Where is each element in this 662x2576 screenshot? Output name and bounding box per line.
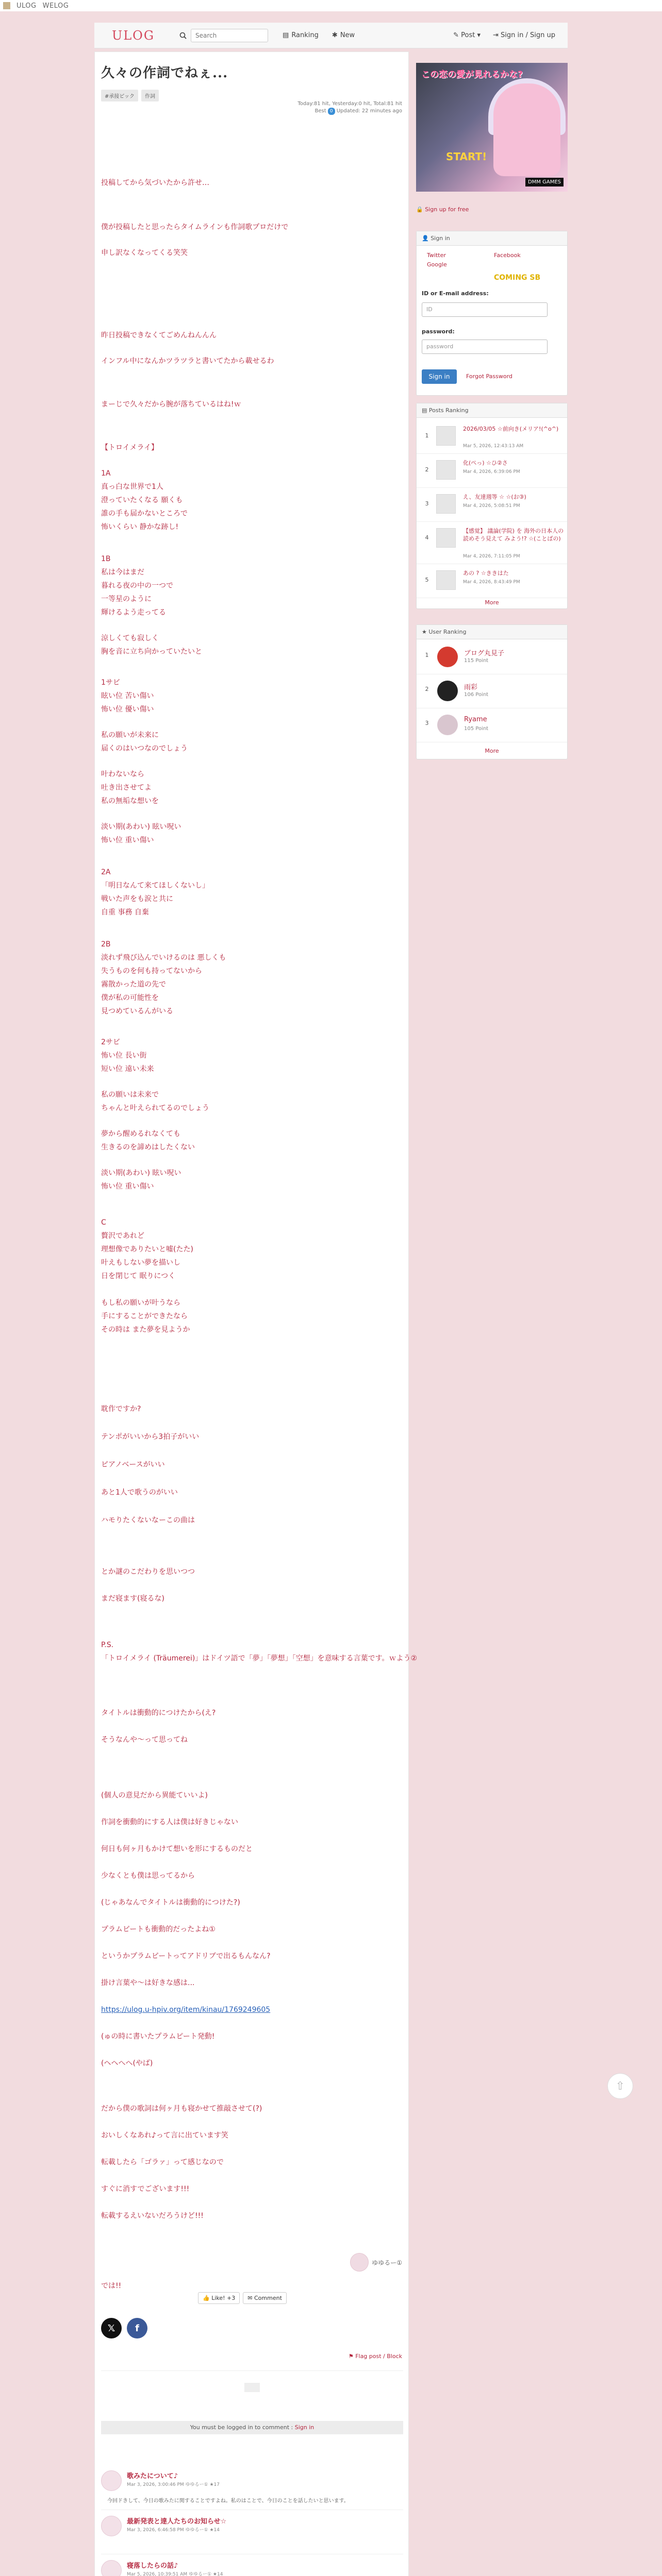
facebook-login-link[interactable]: Facebook	[494, 252, 521, 259]
article-paragraph: 2サビ	[101, 1038, 120, 1046]
list-icon: ▤	[422, 407, 429, 414]
article-paragraph: 贅沢であれど	[101, 1232, 144, 1240]
posts-more-link[interactable]: More	[485, 599, 499, 606]
nav-ranking[interactable]	[283, 31, 319, 39]
article-paragraph: もし私の願いが叶うなら	[101, 1299, 180, 1307]
user-ranking-title	[417, 625, 567, 639]
comment-item[interactable]	[101, 2470, 403, 2506]
article-paragraph: 夢から醒めるれなくても	[101, 1130, 180, 1138]
search-input[interactable]	[191, 29, 268, 42]
best-label: Best	[315, 108, 326, 114]
rank-meta: Mar 4, 2026, 6:39:06 PM	[463, 469, 520, 474]
hit-counts: Today:81 hit, Yesterday:0 hit, Total:81 hit	[297, 101, 402, 107]
article-paragraph: 怖い位 重い傷い	[101, 1182, 154, 1191]
comment-title[interactable]: 歌みたについて♪	[127, 2472, 178, 2480]
nav-ranking-label: Ranking	[291, 31, 319, 39]
article-paragraph: ちゃんと叶えられてるのでしょう	[101, 1104, 209, 1112]
comment-meta: Mar 3, 2026, 3:00:46 PM ゆゆるー① ★17	[127, 2482, 220, 2487]
ad-logo: DMM GAMES	[525, 178, 564, 187]
user-name[interactable]: ブログ丸見子	[464, 650, 505, 657]
chevron-down-icon: ▾	[475, 31, 481, 39]
rank-number: 3	[425, 720, 429, 726]
site-logo-icon	[3, 2, 10, 9]
article-paragraph: 1A	[101, 469, 111, 478]
article-paragraph: 少なくとも僕は思ってるから	[101, 1872, 195, 1880]
comment-avatar	[101, 2470, 122, 2491]
article-paragraph: 吐き出させてよ	[101, 784, 152, 792]
comment-item[interactable]	[101, 2560, 403, 2576]
article-paragraph: 見つめているんがいる	[101, 1007, 173, 1015]
article-paragraph: 掛け言葉や～は好きな感は...	[101, 1979, 195, 1987]
user-points: 105 Point	[464, 726, 489, 732]
comment-label: Comment	[254, 2295, 282, 2301]
signup-label: Sign up for free	[425, 206, 469, 213]
signin-submit-button[interactable]: Sign in	[422, 369, 457, 384]
article-paragraph: だから僕の歌詞は何ヶ月も寝かせて推敲させて(?)	[101, 2105, 262, 2113]
rank-title[interactable]: 【感覚】 議論(学院) を 海外の日本人の読めそう見えて みよう!? ☆(ことばの)	[463, 528, 564, 542]
article-paragraph: その時は また夢を見ようか	[101, 1326, 190, 1334]
rank-thumbnail	[436, 426, 456, 446]
users-more-link[interactable]: More	[485, 748, 499, 754]
article-paragraph: C	[101, 1218, 106, 1227]
article-paragraph: 申し訳なくなってくる笑笑	[101, 249, 188, 257]
scroll-to-top-button[interactable]	[607, 2073, 633, 2099]
article-paragraph: あと1人で歌うのがいい	[101, 1488, 178, 1497]
article-paragraph: では!!	[101, 2282, 122, 2290]
article-paragraph: 何日も何ヶ月もかけて想いを形にするものだと	[101, 1845, 253, 1853]
flag-icon: ⚑	[348, 2353, 356, 2360]
ad-title: この恋の愛が見れるかな?	[421, 70, 523, 80]
article-paragraph: 耽作ですか?	[101, 1405, 141, 1413]
signin-button[interactable]	[493, 31, 555, 39]
rank-meta: Mar 5, 2026, 12:43:13 AM	[463, 444, 524, 449]
user-name[interactable]: Ryame	[464, 716, 487, 723]
nav-new-label: New	[340, 31, 355, 39]
article-link[interactable]: https://ulog.u-hpiv.org/item/kinau/1769249605	[101, 2006, 271, 2014]
rank-meta: Mar 4, 2026, 5:08:51 PM	[463, 503, 520, 509]
article-paragraph: 淡れず飛び込んでいけるのは 悪しくも	[101, 954, 226, 962]
flag-label: Flag post / Block	[355, 2353, 402, 2360]
article-paragraph: 2A	[101, 868, 111, 876]
posts-ranking-panel	[416, 403, 568, 609]
login-prompt-text: You must be logged in to comment :	[190, 2424, 293, 2431]
article-paragraph: ハモりたくないなーこの曲は	[101, 1516, 195, 1524]
article-paragraph: 日を閉じて 眠りにつく	[101, 1272, 176, 1280]
best-badge: 0	[328, 108, 335, 115]
rank-thumbnail	[436, 570, 456, 590]
comment-body: 今回ドきして、今日の歌みたに関することですよね。私のはことで、今日のことを話したいと思います。	[107, 2498, 349, 2504]
signin-icon: ⇥	[493, 31, 501, 39]
author-avatar	[350, 2253, 369, 2272]
flag-post-link[interactable]	[349, 2353, 402, 2360]
article-paragraph: 「トロイメライ (Träumerei)」はドイツ語で「夢」「夢想」「空想」を意味する言葉です。ｗよう②	[101, 1654, 418, 1663]
rank-number: 4	[425, 534, 429, 541]
rank-title[interactable]: あの ? ☆ききはた	[463, 570, 509, 577]
article-paragraph: すぐに消すでございます!!!	[101, 2185, 190, 2193]
article-paragraph: 真っ白な世界で1人	[101, 483, 163, 491]
article-paragraph: ピアノベースがいい	[101, 1461, 165, 1469]
article-paragraph: 失うものを何も持ってないから	[101, 967, 202, 975]
comment-icon: ✉	[247, 2295, 254, 2301]
article-paragraph: 投稿してから気づいたから許せ…	[101, 179, 209, 187]
article-paragraph: 怖い位 長い街	[101, 1052, 147, 1060]
article-paragraph: 戦いた声をも涙と共に	[101, 895, 173, 903]
twitter-login-link[interactable]: Twitter	[427, 252, 446, 259]
site-bar	[0, 0, 662, 11]
article-paragraph: 淡い期(あわい) 眩い呪い	[101, 1169, 181, 1177]
article-paragraph: 「明日なんて来てほしくないし」	[101, 882, 209, 890]
article-paragraph: 1B	[101, 555, 111, 563]
ranking-user-item[interactable]	[417, 640, 567, 674]
article-paragraph: 僕が私の可能性を	[101, 994, 159, 1002]
google-login-link[interactable]: Google	[427, 261, 447, 268]
signin-panel-title	[417, 231, 567, 246]
article-paragraph: 霧散かった道の先で	[101, 980, 166, 989]
article-paragraph: プラムピートも衝動的だったよね①	[101, 1925, 216, 1934]
article-paragraph: 僕が投稿したと思ったらタイムラインも作詞歌プロだけで	[101, 223, 289, 231]
star-icon: ★	[422, 629, 429, 635]
comment-title[interactable]: 寝落したらの話♪	[127, 2562, 178, 2570]
main-content	[94, 52, 418, 2576]
article-paragraph: 眩い位 苦い傷い	[101, 692, 154, 700]
comment-login-prompt	[101, 2421, 403, 2434]
article-paragraph: 私の願いは未来で	[101, 1091, 159, 1099]
article-paragraph: P.S.	[101, 1641, 114, 1649]
ranking-icon: ▤	[283, 31, 289, 39]
ad-character	[493, 83, 560, 176]
login-prompt-link[interactable]: Sign in	[294, 2424, 315, 2431]
article-paragraph: 怖い位 優い傷い	[101, 705, 154, 714]
rank-number: 5	[425, 577, 429, 583]
pencil-icon: ✎	[453, 31, 461, 39]
article-paragraph: (じゃあなんでタイトルは衝動的につけた?)	[101, 1899, 240, 1907]
comment-avatar	[101, 2516, 122, 2536]
rank-thumbnail	[436, 528, 456, 548]
article-paragraph: 怖いくらい 静かな跡し!	[101, 523, 179, 531]
like-label: Like! +3	[211, 2295, 236, 2301]
article-paragraph: 胸を音に立ち向かっていたいと	[101, 648, 202, 656]
page-title: 久々の作詞でねぇ...	[101, 65, 228, 81]
article-paragraph: 転載するえいないだろうけど!!!	[101, 2212, 204, 2220]
comment-avatar	[101, 2560, 122, 2576]
author-chip[interactable]	[350, 2253, 402, 2272]
like-button[interactable]	[198, 2292, 240, 2304]
tag-item[interactable]: #承接ピック	[101, 90, 138, 101]
user-points: 106 Point	[464, 692, 489, 698]
site-bar-label-2[interactable]: WELOG	[42, 2, 69, 10]
header	[94, 23, 568, 48]
password-field[interactable]: password	[422, 340, 548, 354]
rank-number: 2	[425, 686, 429, 692]
rank-thumbnail	[436, 494, 456, 514]
article-paragraph: 自重 事務 自棄	[101, 908, 149, 917]
id-field[interactable]: ID	[422, 302, 548, 317]
ad-banner[interactable]	[416, 63, 568, 192]
rank-title[interactable]: 2026/03/05 ☆前向き(メリア!(^o^)	[463, 426, 559, 432]
article-paragraph: とか謎のこだわりを思いつつ	[101, 1568, 195, 1576]
ranking-post-item[interactable]	[417, 565, 567, 598]
article-paragraph: 短い位 遠い未来	[101, 1065, 154, 1073]
comment-button[interactable]	[243, 2292, 287, 2304]
article-paragraph: 理想像でありたいと嘘(たた)	[101, 1245, 193, 1253]
article-paragraph: インフル中になんかツラツラと書いてたから載せるわ	[101, 357, 274, 365]
user-avatar	[437, 647, 458, 667]
ranking-post-item[interactable]	[417, 523, 567, 564]
forgot-password-link[interactable]: Forgot Password	[466, 373, 512, 380]
article-paragraph: 涼しくても寂しく	[101, 634, 159, 642]
article-paragraph: テンポがいいから3拍子がいい	[101, 1433, 200, 1441]
tag-item[interactable]: 作詞	[141, 90, 159, 101]
article-paragraph: 作詞を衝動的にする人は僕は好きじゃない	[101, 1818, 238, 1826]
search-bar	[179, 29, 268, 42]
posts-ranking-title-text: Posts Ranking	[428, 407, 469, 414]
signin-label: Sign in / Sign up	[501, 31, 555, 39]
article-paragraph: タイトルは衝動的につけたから(え?	[101, 1709, 216, 1717]
article-paragraph: そうなんや～って思ってね	[101, 1736, 188, 1744]
article-paragraph: 【トロイメライ】	[101, 444, 159, 452]
rank-meta: Mar 4, 2026, 7:11:05 PM	[463, 554, 520, 559]
article-paragraph: 私の無垢な想いを	[101, 797, 159, 805]
user-ranking-title-text: User Ranking	[428, 629, 467, 635]
comment-title[interactable]: 最新発表と達人たちのお知らせ☆	[127, 2518, 227, 2526]
article-paragraph: 手にすることができたなら	[101, 1312, 188, 1320]
update-info	[297, 108, 402, 115]
article-paragraph: 怖い位 重い傷い	[101, 836, 154, 844]
user-icon: 👤	[422, 235, 431, 242]
article-paragraph: 私の願いが未来に	[101, 731, 159, 739]
signin-panel	[416, 231, 568, 396]
password-label: password:	[422, 328, 455, 335]
user-ranking-panel	[416, 624, 568, 759]
post-menu-label: Post	[461, 31, 475, 39]
article-paragraph: 澄っていたくなる 願くも	[101, 496, 183, 504]
comment-meta: Mar 3, 2026, 6:46:58 PM ゆゆるー① ★14	[127, 2528, 220, 2533]
article-paragraph: 私は今はまだ	[101, 568, 144, 577]
rank-number: 3	[425, 500, 429, 507]
article-paragraph: おいしくなあれ♪って言に出ています笑	[101, 2131, 228, 2140]
article-paragraph: 一等星のように	[101, 595, 152, 603]
divider	[101, 2370, 403, 2371]
new-icon: ✱	[332, 31, 338, 39]
rank-number: 1	[425, 652, 429, 658]
user-avatar	[437, 681, 458, 701]
article-paragraph: (個人の意見だから異能ていいよ)	[101, 1791, 208, 1800]
rank-title[interactable]: 化(ぺっ) ☆ひ②さ	[463, 460, 508, 466]
user-points: 115 Point	[464, 658, 489, 664]
nav-new[interactable]	[332, 31, 355, 39]
article-paragraph: 叶えもしない夢を描いし	[101, 1259, 180, 1267]
rank-thumbnail	[436, 460, 456, 480]
rank-number: 2	[425, 466, 429, 473]
article-paragraph: 生きるのを諦めはしたくない	[101, 1143, 195, 1151]
article-paragraph: 2B	[101, 940, 111, 948]
ranking-post-item[interactable]	[417, 421, 567, 454]
mini-ad[interactable]: COMING SB	[494, 274, 541, 282]
ranking-post-item[interactable]	[417, 489, 567, 522]
reaction-row	[198, 2292, 287, 2304]
rank-number: 1	[425, 432, 429, 439]
signup-icon: 🔒	[416, 206, 425, 213]
x-share-icon[interactable]: 𝕏	[101, 2318, 122, 2338]
article-paragraph: まーじで久々だから腕が落ちているはね!ｗ	[101, 400, 241, 409]
article-paragraph: 届くのはいつなのでしょう	[101, 744, 188, 753]
article-paragraph: というかプラムピートってアドリブで出るもんなん?	[101, 1952, 271, 1960]
signup-link[interactable]	[416, 206, 469, 213]
id-label: ID or E-mail address:	[422, 290, 489, 297]
rank-meta: Mar 4, 2026, 8:43:49 PM	[463, 580, 520, 585]
article-tags	[101, 90, 403, 101]
article-paragraph: 淡い期(あわい) 眩い呪い	[101, 823, 181, 831]
post-menu-button[interactable]	[453, 31, 481, 39]
article-paragraph: 誰の手も届かないところで	[101, 510, 188, 518]
search-icon[interactable]	[179, 32, 187, 39]
article-paragraph: まだ寝ます(寝るな)	[101, 1595, 164, 1603]
article-paragraph: (ヘヘへへ(やば)	[101, 2059, 153, 2067]
facebook-share-icon[interactable]: f	[127, 2318, 147, 2338]
rank-title[interactable]: え、友達週等 ☆ ☆(お③)	[463, 494, 526, 500]
comment-item[interactable]	[101, 2516, 403, 2547]
article-paragraph: (ゅの時に書いたプラムピート発動!	[101, 2032, 215, 2041]
ranking-user-item[interactable]	[417, 674, 567, 708]
article-paragraph: 叶わないなら	[101, 770, 144, 778]
placeholder-box	[244, 2383, 260, 2392]
author-name: ゆゆるー①	[372, 2259, 402, 2266]
ranking-post-item[interactable]	[417, 455, 567, 488]
user-avatar	[437, 715, 458, 735]
user-name[interactable]: 雨彩	[464, 684, 478, 691]
article-paragraph: 輝けるよう走ってる	[101, 608, 166, 617]
signin-panel-title-text: Sign in	[431, 235, 450, 242]
article-paragraph: 転載したら「ゴラァ」って感じなので	[101, 2158, 224, 2166]
comment-meta: Mar 5, 2026, 10:39:51 AM ゆゆるー① ★14	[127, 2572, 223, 2576]
site-bar-label-1[interactable]: ULOG	[16, 2, 37, 10]
article-meta	[297, 100, 402, 115]
article-paragraph: 暮れる夜の中の一つで	[101, 582, 173, 590]
brand-logo[interactable]: ULOG	[112, 28, 155, 43]
article-paragraph: 昨日投稿できなくてごめんねんんん	[101, 331, 217, 340]
article-paragraph: 1サビ	[101, 679, 120, 687]
arrow-up-icon: ⇧	[615, 2079, 625, 2093]
share-row	[101, 2318, 147, 2338]
ranking-user-item[interactable]	[417, 708, 567, 742]
ad-start-label: START!	[446, 150, 487, 163]
thumbs-up-icon: 👍	[203, 2295, 212, 2301]
updated-label: Updated: 22 minutes ago	[336, 108, 402, 114]
posts-ranking-title	[417, 403, 567, 418]
